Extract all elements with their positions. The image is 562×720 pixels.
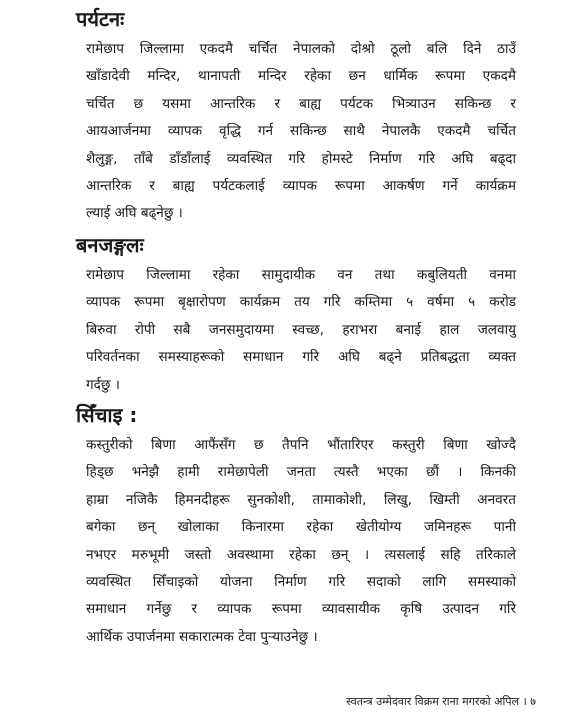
paragraph-line: नभएर मरुभूमी जस्तो अवस्थामा रहेका छन् । त्यसलाई सहि तरिकाले [86, 546, 516, 563]
page-footer: स्वतन्त्र उम्मेदवार विक्रम राना मगरको अपिल । ७ [346, 695, 536, 708]
section-paragraph-tourism [86, 36, 516, 228]
paragraph-line: कस्तुरीको बिणा आफैंसँग छ तैपनि भौंतारिएर कस्तुरी बिणा खोज्दै [86, 437, 516, 453]
paragraph-line: रामेछाप जिल्लामा एकदमै चर्चित नेपालको दोश्रो ठूलो बलि दिने ठाउँ [86, 41, 516, 57]
paragraph-line: परिवर्तनका समस्याहरूको समाधान गरि अघि बढ्ने प्रतिबद्धता व्यक्त [86, 349, 516, 366]
section-heading-tourism: पर्यटनः [76, 7, 125, 31]
paragraph-line: आन्तरिक र बाह्य पर्यटकलाई व्यापक रूपमा आकर्षण गर्ने कार्यक्रम [86, 178, 516, 195]
paragraph-line: आर्थिक उपार्जनमा सकारात्मक टेवा पुऱ्याउनेछु । [86, 628, 318, 645]
paragraph-line: व्यापक रूपमा बृक्षारोपण कार्यक्रम तय गरि कम्तिमा ५ वर्षमा ५ करोड [86, 294, 516, 311]
section-heading-forest: बनजङ्गलः [76, 233, 144, 257]
paragraph-line: खाँडादेवी मन्दिर, थानापती मन्दिर रहेका छन धार्मिक रूपमा एकदमै [86, 68, 516, 85]
paragraph-line: समाधान गर्नेछु र व्यापक रूपमा व्यावसायीक कृषि उत्पादन गरि [86, 601, 516, 618]
paragraph-line: गर्दछु । [86, 376, 120, 393]
section-heading-irrigation: सिँचाइ : [76, 403, 138, 427]
paragraph-line: आयआर्जनमा व्यापक वृद्धि गर्न सकिन्छ साथै नेपालकै एकदमै चर्चित [86, 123, 516, 140]
paragraph-line: हाम्रा नजिकै हिमनदीहरू सुनकोशी, तामाकोशी, लिखु, खिम्ती अनवरत [86, 491, 516, 508]
paragraph-line: ल्याई अघि बढ्नेछु । [86, 205, 183, 222]
paragraph-line: बिरुवा रोपी सबै जनसमुदायमा स्वच्छ, हराभरा बनाई हाल जलवायु [86, 321, 516, 338]
section-paragraph-irrigation [86, 432, 516, 651]
section-paragraph-forest [86, 262, 516, 399]
paragraph-line: हिड्छ भनेझै हामी रामेछापेली जनता त्यस्तै भएका छौं । किनकी [86, 464, 516, 481]
paragraph-line: रामेछाप जिल्लामा रहेका सामुदायीक वन तथा कबुलियती वनमा [86, 267, 516, 283]
paragraph-line: चर्चित छ यसमा आन्तरिक र बाह्य पर्यटक भित्र्याउन सकिन्छ र [86, 95, 516, 112]
paragraph-line: व्यवस्थित सिँचाइको योजना निर्माण गरि सदाको लागि समस्याको [86, 574, 516, 591]
paragraph-line: शैलुङ्ग, ताँबे डाँडाँलाई व्यवस्थित गरि होमस्टे निर्माण गरि अघि बढ्दा [86, 150, 516, 167]
paragraph-line: बगेका छन् खोलाका किनारमा रहेका खेतीयोग्य जमिनहरू पानी [86, 519, 516, 536]
